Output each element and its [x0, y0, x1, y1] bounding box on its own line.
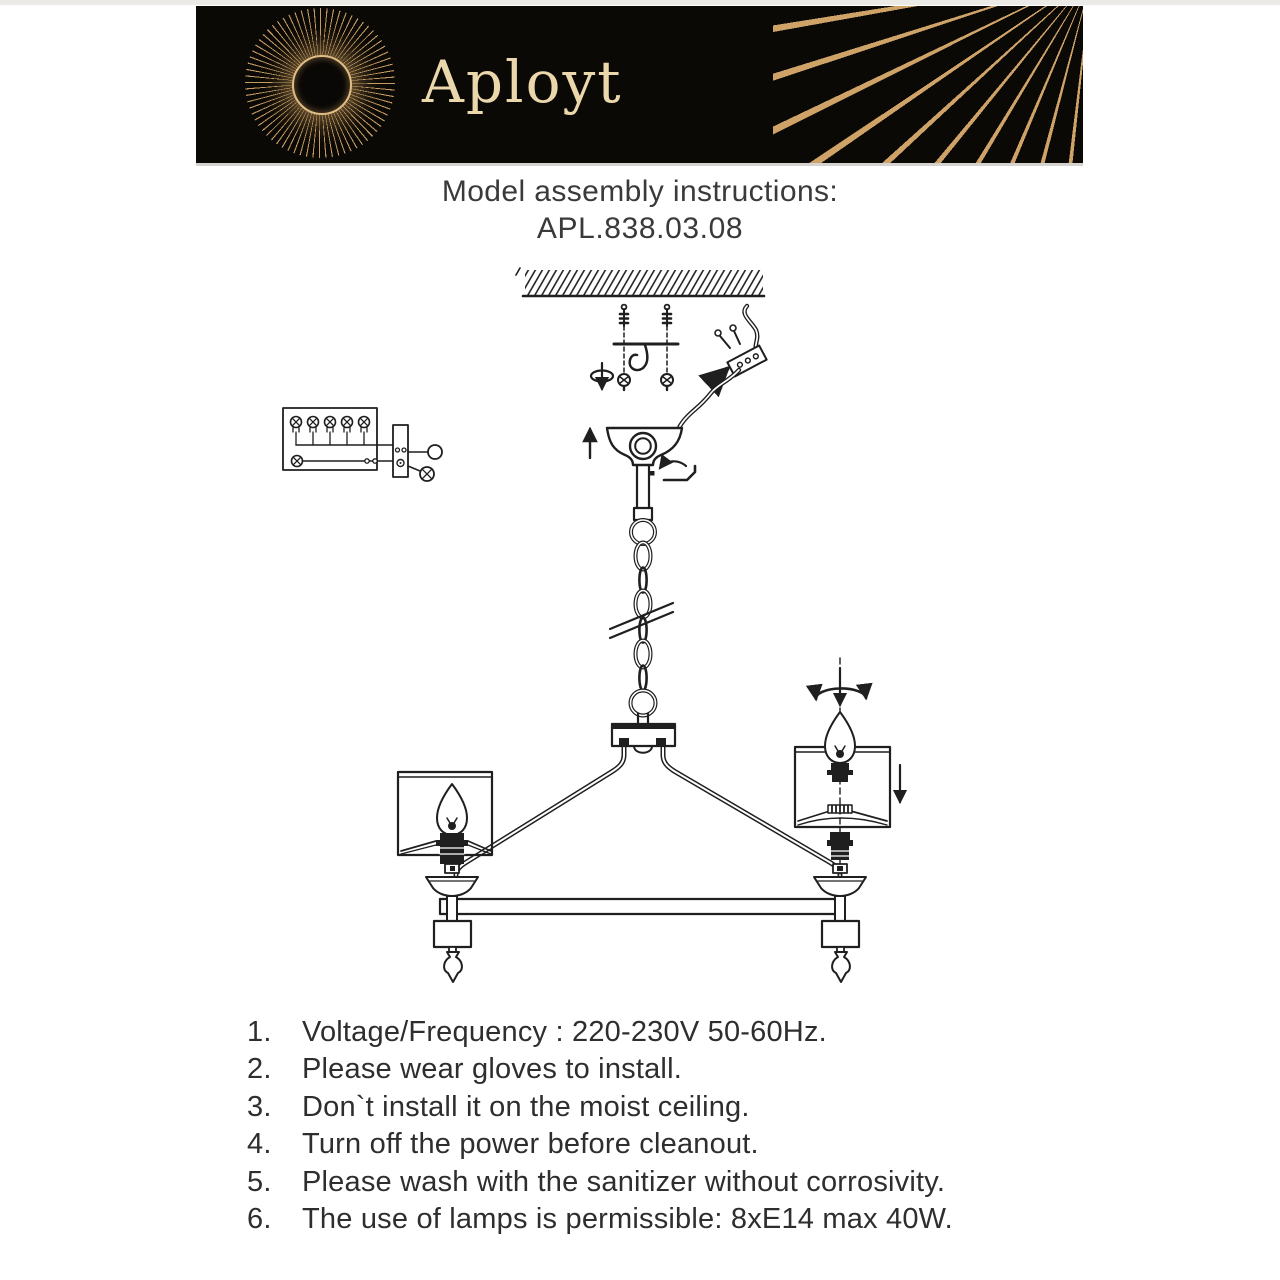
item-text: The use of lamps is permissible: 8xE14 max 40W.	[302, 1202, 953, 1235]
assembly-diagram	[250, 262, 950, 1017]
brand-wordmark: Aployt	[422, 48, 623, 116]
candle-cup-right	[814, 877, 866, 896]
item-text: Voltage/Frequency : 220-230V 50-60Hz.	[302, 1016, 827, 1048]
list-item	[247, 1053, 1077, 1090]
title-block	[0, 174, 1280, 247]
list-item	[247, 1091, 1077, 1128]
list-item	[247, 1128, 1077, 1165]
item-number: 6.	[247, 1202, 272, 1235]
item-text: Please wash with the sanitizer without corrosivity.	[302, 1165, 946, 1198]
finial-right	[832, 952, 850, 982]
canopy	[590, 428, 695, 520]
sunburst-core-icon	[292, 55, 352, 115]
hanging-chain	[631, 520, 655, 691]
item-number: 4.	[247, 1128, 272, 1161]
item-number: 3.	[247, 1090, 272, 1123]
lamp-right	[795, 658, 900, 982]
item-number: 1.	[247, 1016, 272, 1048]
item-text: Turn off the power before cleanout.	[302, 1128, 759, 1161]
list-item	[247, 1166, 1077, 1203]
candle-cup-left	[426, 877, 478, 896]
list-item	[247, 1016, 1077, 1053]
item-text: Don`t install it on the moist ceiling.	[302, 1090, 750, 1123]
item-number: 5.	[247, 1165, 272, 1198]
lamp-left	[398, 772, 492, 982]
rays-icon	[773, 6, 1083, 163]
finial-left	[444, 952, 462, 982]
center-hub	[456, 691, 840, 876]
rotate-symbol-icon	[591, 363, 613, 389]
socket-right	[830, 832, 850, 840]
item-text: Please wear gloves to install.	[302, 1053, 682, 1086]
brand-banner	[196, 6, 1083, 166]
page-top-edge	[0, 0, 1280, 5]
model-code: APL.838.03.08	[536, 212, 744, 245]
instructions-list	[247, 1016, 1077, 1240]
ground-circle	[428, 445, 442, 459]
page-title: Model assembly instructions:	[441, 175, 839, 208]
wiring-schematic	[283, 408, 442, 481]
item-number: 2.	[247, 1053, 272, 1086]
ceiling	[516, 268, 764, 296]
terminal-connector	[673, 306, 767, 441]
assembly-diagram-svg	[250, 262, 950, 1017]
cross-bar	[440, 899, 842, 914]
list-item	[247, 1203, 1077, 1240]
mounting-screw-right	[661, 305, 673, 390]
mounting-screw-left	[618, 305, 630, 390]
